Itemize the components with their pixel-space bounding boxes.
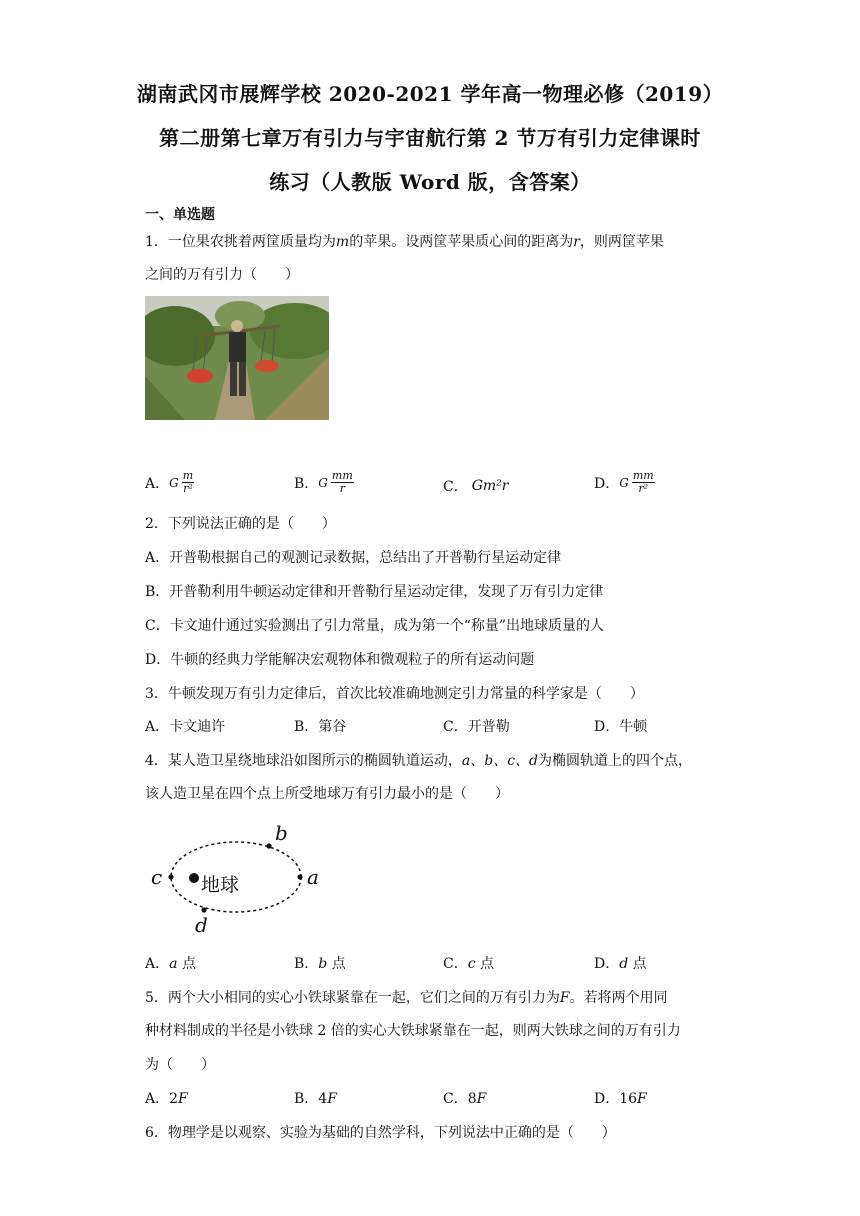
q4-option-c[interactable]: C．c 点 <box>443 956 495 972</box>
q3-option-d[interactable]: D．牛顿 <box>594 719 648 735</box>
question-1-text: 1．一位果农挑着两筐质量均为m的苹果。设两筐苹果质心间的距离为r，则两筐苹果 <box>145 234 664 250</box>
point-a-dot <box>297 874 302 879</box>
label-b: b <box>275 821 288 845</box>
q1-option-b[interactable]: B． G $\frac{mm}{r}$ <box>294 469 353 495</box>
section-heading: 一、单选题 <box>145 207 215 223</box>
q5-option-d[interactable]: D．16F <box>594 1091 647 1107</box>
q3-option-a[interactable]: A．卡文迪许 <box>145 719 226 735</box>
question-5-text-line2: 种材料制成的半径是小铁球 2 倍的实心大铁球紧靠在一起，则两大铁球之间的万有引力 <box>145 1023 681 1039</box>
elliptical-orbit-diagram <box>145 818 345 938</box>
point-b-dot <box>266 843 271 848</box>
q5-option-a[interactable]: A．2F <box>145 1091 188 1107</box>
question-6-text: 6．物理学是以观察、实验为基础的自然学科，下列说法中正确的是（ ） <box>145 1125 616 1141</box>
label-a: a <box>307 865 319 889</box>
point-c-dot <box>168 874 173 879</box>
q4-option-a[interactable]: A．a 点 <box>145 956 196 972</box>
label-d: d <box>195 913 208 937</box>
q3-option-c[interactable]: C．开普勒 <box>443 719 510 735</box>
q1-option-c[interactable]: C． Gm²r <box>443 478 509 495</box>
question-5-text: 5．两个大小相同的实心小铁球紧靠在一起，它们之间的万有引力为F。若将两个用同 <box>145 990 668 1006</box>
question-2-text: 2．下列说法正确的是（ ） <box>145 516 336 532</box>
q5-option-c[interactable]: C．8F <box>443 1091 487 1107</box>
q4-option-b[interactable]: B．b 点 <box>294 956 346 972</box>
title-line-2: 第二册第七章万有引力与宇宙航行第 2 节万有引力定律课时 <box>159 126 701 150</box>
q2-option-d[interactable]: D．牛顿的经典力学能解决宏观物体和微观粒子的所有运动问题 <box>145 652 535 668</box>
q2-option-a[interactable]: A．开普勒根据自己的观测记录数据，总结出了开普勒行星运动定律 <box>145 550 562 566</box>
point-d-dot <box>201 907 206 912</box>
label-earth: 地球 <box>201 874 240 896</box>
question-3-text: 3．牛顿发现万有引力定律后，首次比较准确地测定引力常量的科学家是（ ） <box>145 686 644 702</box>
label-c: c <box>151 865 163 889</box>
title-line-1: 湖南武冈市展辉学校 2020-2021 学年高一物理必修（2019） <box>136 82 724 106</box>
question-5-text-line3: 为（ ） <box>145 1057 215 1073</box>
q1-option-a[interactable]: A． G $\frac{m}{\text{r²}}$ <box>145 469 194 495</box>
title-line-3: 练习（人教版 Word 版，含答案） <box>269 170 591 194</box>
q2-option-b[interactable]: B．开普勒利用牛顿运动定律和开普勒行星运动定律，发现了万有引力定律 <box>145 584 604 600</box>
q4-option-d[interactable]: D．d 点 <box>594 956 647 972</box>
question-4-text-line2: 该人造卫星在四个点上所受地球万有引力最小的是（ ） <box>145 786 509 802</box>
question-1-text-line2: 之间的万有引力（ ） <box>145 267 299 283</box>
earth-dot <box>189 873 199 883</box>
q2-option-c[interactable]: C．卡文迪什通过实验测出了引力常量，成为第一个“称量”出地球质量的人 <box>145 618 605 634</box>
q5-option-b[interactable]: B．4F <box>294 1091 337 1107</box>
question-4-text: 4．某人造卫星绕地球沿如图所示的椭圆轨道运动，a、b、c、d为椭圆轨道上的四个点， <box>145 753 693 769</box>
farmer-carrying-apples-photo <box>145 296 329 420</box>
q3-option-b[interactable]: B．第谷 <box>294 719 347 735</box>
q1-option-d[interactable]: D． G $\frac{mm}{\text{r²}}$ <box>594 469 654 495</box>
